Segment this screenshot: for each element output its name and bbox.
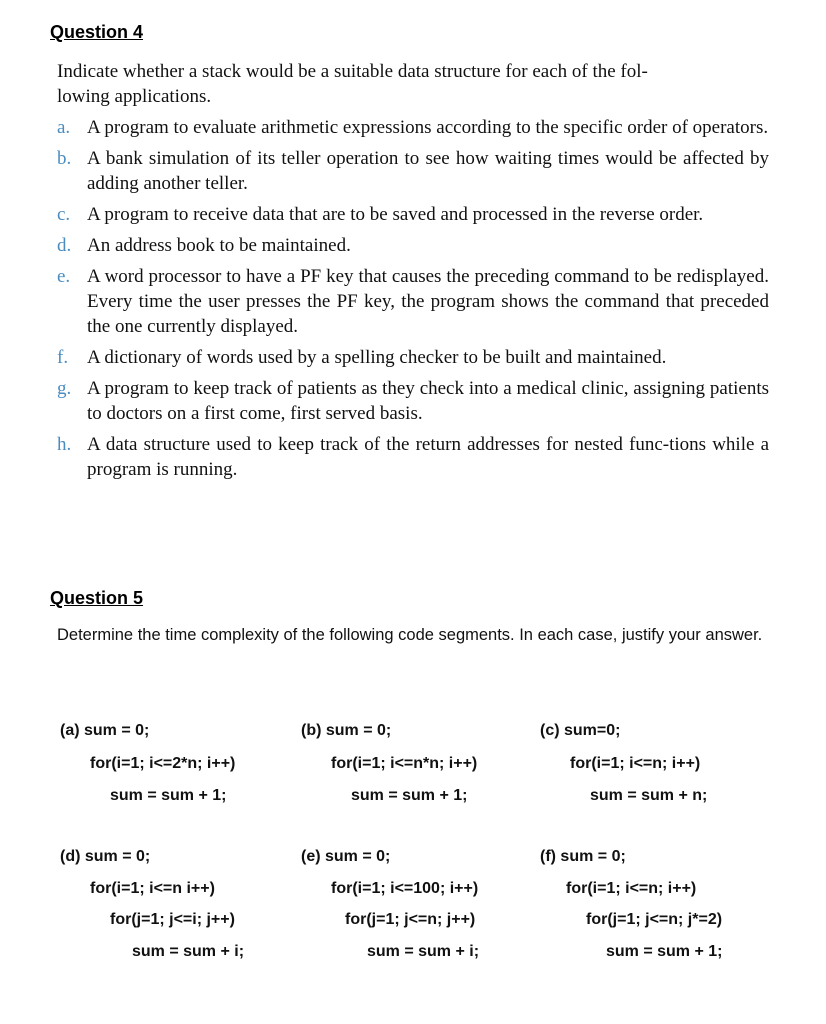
item-letter: d. [57,235,72,256]
item-letter: b. [57,148,72,169]
code-line: for(i=1; i<=n i++) [90,880,215,897]
item-text: A dictionary of words used by a spelling checker to be built and maintained. [87,347,667,368]
question-5-heading: Question 5 [50,588,144,608]
code-line: for(i=1; i<=n; i++) [570,755,701,772]
item-text: An address book to be maintained. [87,235,351,256]
list-item [57,345,769,370]
list-item [57,233,769,258]
code-line: (b) sum = 0; [301,722,392,739]
code-line: for(j=1; j<=i; j++) [110,911,235,928]
code-line: sum = sum + n; [590,787,708,804]
code-line: (c) sum=0; [540,722,621,739]
code-line: sum = sum + i; [367,943,480,960]
item-letter: g. [57,378,72,399]
item-text: A program to evaluate arithmetic expressions according to the specific order of operators. [87,117,769,138]
question-5-intro: Determine the time complexity of the following code segments. In each case, justify your answer. [57,626,763,644]
code-line: for(i=1; i<=2*n; i++) [90,755,236,772]
code-line: for(j=1; j<=n; j++) [345,911,476,928]
list-item [57,432,769,482]
item-text: A word processor to have a PF key that causes the preceding command to be redisplayed. Every time the user presses the PF key, the program shows the command that preceded the one currently displayed. [87,266,769,337]
item-letter: a. [57,117,71,138]
question-4-heading: Question 4 [50,22,144,42]
code-line: (e) sum = 0; [301,848,391,865]
code-line: for(i=1; i<=100; i++) [331,880,479,897]
item-letter: f. [57,347,69,368]
code-line: (f) sum = 0; [540,848,626,865]
item-text: A bank simulation of its teller operation to see how waiting times would be affected by adding another teller. [87,148,769,194]
code-line: for(i=1; i<=n*n; i++) [331,755,478,772]
item-letter: h. [57,434,72,455]
item-text: A program to receive data that are to be saved and processed in the reverse order. [87,204,704,225]
code-line: sum = sum + 1; [351,787,468,804]
list-item [57,264,769,339]
list-item [57,376,769,426]
question-4-intro: Indicate whether a stack would be a suitable data structure for each of the fol- lowing applications. [57,61,648,107]
item-letter: c. [57,204,71,225]
code-line: for(i=1; i<=n; i++) [566,880,697,897]
code-line: for(j=1; j<=n; j*=2) [586,911,723,928]
code-line: sum = sum + i; [132,943,245,960]
code-line: sum = sum + 1; [110,787,227,804]
item-text: A program to keep track of patients as they check into a medical clinic, assigning patients to doctors on a first come, first served basis. [87,378,769,424]
code-line: (d) sum = 0; [60,848,151,865]
question-4-list [57,115,769,488]
item-letter: e. [57,266,71,287]
item-text: A data structure used to keep track of the return addresses for nested func-tions while a program is running. [87,434,769,480]
list-item [57,146,769,196]
code-line: sum = sum + 1; [606,943,723,960]
list-item [57,202,769,227]
list-item [57,115,769,140]
code-line: (a) sum = 0; [60,722,150,739]
